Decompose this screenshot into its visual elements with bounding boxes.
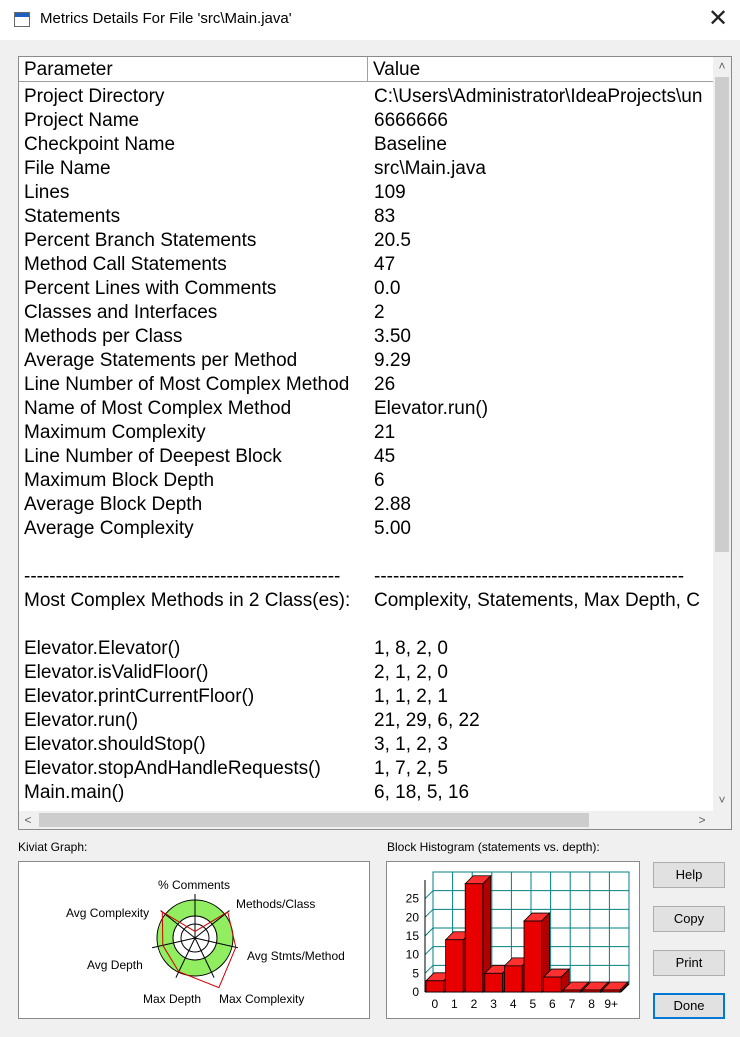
histogram-x-tick-label: 9+ bbox=[604, 997, 619, 1011]
scrollbar-corner bbox=[713, 811, 731, 829]
table-row[interactable] bbox=[19, 421, 713, 445]
window-icon bbox=[14, 12, 30, 27]
vertical-scroll-thumb[interactable] bbox=[715, 77, 729, 552]
histogram-bar bbox=[504, 966, 522, 992]
table-row[interactable] bbox=[19, 253, 713, 277]
parameter-cell: Elevator.Elevator() bbox=[24, 638, 181, 659]
parameter-cell: Method Call Statements bbox=[24, 254, 227, 275]
parameter-cell: Checkpoint Name bbox=[24, 134, 176, 155]
table-row[interactable] bbox=[19, 589, 713, 613]
table-row[interactable] bbox=[19, 685, 713, 709]
value-cell: src\Main.java bbox=[374, 158, 486, 179]
kiviat-axis-label-max-complexity: Max Complexity bbox=[219, 992, 305, 1006]
histogram-x-tick-label: 3 bbox=[490, 997, 497, 1011]
value-cell: 9.29 bbox=[374, 350, 411, 371]
metrics-list[interactable] bbox=[18, 56, 732, 830]
column-header-parameter[interactable]: Parameter bbox=[19, 57, 368, 82]
parameter-cell: Methods per Class bbox=[24, 326, 183, 347]
value-cell: 109 bbox=[374, 182, 406, 203]
histogram-x-tick-label: 2 bbox=[470, 997, 478, 1011]
vertical-scrollbar[interactable] bbox=[713, 57, 731, 811]
kiviat-graph bbox=[19, 862, 369, 1018]
histogram-x-tick-label: 0 bbox=[431, 997, 439, 1011]
histogram-bar bbox=[524, 921, 542, 992]
kiviat-axis-label-methods-class: Methods/Class bbox=[236, 897, 316, 911]
value-cell: 3, 1, 2, 3 bbox=[374, 734, 448, 755]
table-row[interactable] bbox=[19, 733, 713, 757]
histogram-bar bbox=[426, 981, 444, 992]
table-row[interactable] bbox=[19, 613, 713, 637]
parameter-cell: Elevator.printCurrentFloor() bbox=[24, 686, 255, 707]
parameter-cell: -------------------------------------------------- bbox=[24, 566, 341, 587]
histogram-y-tick-label: 5 bbox=[412, 966, 419, 981]
histogram-bar bbox=[465, 884, 483, 992]
value-cell: 2.88 bbox=[374, 494, 411, 515]
value-cell: 0.0 bbox=[374, 278, 401, 299]
table-row[interactable] bbox=[19, 205, 713, 229]
value-cell: 21, 29, 6, 22 bbox=[374, 710, 480, 731]
value-cell: C:\Users\Administrator\IdeaProjects\un bbox=[374, 86, 703, 107]
scroll-right-arrow-icon[interactable]: > bbox=[698, 813, 706, 827]
list-header bbox=[19, 57, 713, 83]
kiviat-axis-label-avg-depth: Avg Depth bbox=[87, 958, 143, 972]
scroll-down-arrow-icon[interactable]: ˅ bbox=[718, 793, 726, 807]
histogram-grid-diag bbox=[425, 909, 433, 917]
table-row[interactable] bbox=[19, 445, 713, 469]
histogram-x-tick-label: 7 bbox=[568, 997, 576, 1011]
table-row[interactable] bbox=[19, 181, 713, 205]
histogram-y-tick-label: 10 bbox=[405, 947, 419, 962]
histogram-grid-diag bbox=[425, 965, 433, 973]
parameter-cell: Most Complex Methods in 2 Class(es): bbox=[24, 590, 351, 611]
table-row[interactable] bbox=[19, 709, 713, 733]
table-row[interactable] bbox=[19, 781, 713, 805]
parameter-cell: Average Block Depth bbox=[24, 494, 203, 515]
table-row[interactable] bbox=[19, 637, 713, 661]
table-row[interactable] bbox=[19, 349, 713, 373]
value-cell: Complexity, Statements, Max Depth, C bbox=[374, 590, 700, 611]
histogram-bar bbox=[485, 973, 503, 992]
histogram-bar bbox=[602, 990, 620, 992]
table-row[interactable] bbox=[19, 397, 713, 421]
parameter-cell: Elevator.stopAndHandleRequests() bbox=[24, 758, 321, 779]
table-row[interactable] bbox=[19, 277, 713, 301]
histogram-panel bbox=[386, 861, 640, 1019]
table-row[interactable] bbox=[19, 469, 713, 493]
parameter-cell: Name of Most Complex Method bbox=[24, 398, 292, 419]
value-cell: 1, 7, 2, 5 bbox=[374, 758, 448, 779]
value-cell: 3.50 bbox=[374, 326, 411, 347]
parameter-cell: Elevator.shouldStop() bbox=[24, 734, 206, 755]
table-row[interactable] bbox=[19, 565, 713, 589]
value-cell: 6666666 bbox=[374, 110, 448, 131]
value-cell: 1, 1, 2, 1 bbox=[374, 686, 448, 707]
kiviat-axis-label-avg-stmts: Avg Stmts/Method bbox=[247, 949, 345, 963]
value-cell: 47 bbox=[374, 254, 396, 275]
table-row[interactable] bbox=[19, 325, 713, 349]
value-cell: 2, 1, 2, 0 bbox=[374, 662, 448, 683]
parameter-cell: Elevator.run() bbox=[24, 710, 139, 731]
horizontal-scrollbar[interactable] bbox=[19, 811, 713, 829]
copy-button[interactable]: Copy bbox=[653, 906, 725, 932]
histogram-y-tick-label: 20 bbox=[405, 910, 419, 925]
histogram-x-tick-label: 5 bbox=[529, 997, 537, 1011]
horizontal-scroll-thumb[interactable] bbox=[39, 813, 589, 827]
parameter-cell: Line Number of Deepest Block bbox=[24, 446, 282, 467]
table-row[interactable] bbox=[19, 493, 713, 517]
parameter-cell: Classes and Interfaces bbox=[24, 302, 218, 323]
value-cell: 45 bbox=[374, 446, 396, 467]
histogram-y-tick-label: 25 bbox=[405, 891, 419, 906]
parameter-cell: Line Number of Most Complex Method bbox=[24, 374, 350, 395]
print-button[interactable]: Print bbox=[653, 950, 725, 976]
value-cell: 2 bbox=[374, 302, 385, 323]
parameter-cell: Maximum Complexity bbox=[24, 422, 206, 443]
title-bar[interactable] bbox=[0, 0, 740, 40]
histogram-label: Block Histogram (statements vs. depth): bbox=[387, 840, 600, 854]
kiviat-axis-label-avg-complexity: Avg Complexity bbox=[66, 906, 150, 920]
value-cell: Elevator.run() bbox=[374, 398, 489, 419]
value-cell: ------------------------------------------------- bbox=[374, 566, 685, 587]
table-row[interactable] bbox=[19, 85, 713, 109]
value-cell: 5.00 bbox=[374, 518, 411, 539]
scroll-up-arrow-icon[interactable]: ˄ bbox=[718, 59, 726, 73]
value-cell: 21 bbox=[374, 422, 396, 443]
value-cell: 6 bbox=[374, 470, 385, 491]
value-cell: 83 bbox=[374, 206, 396, 227]
histogram-x-tick-label: 1 bbox=[451, 997, 458, 1011]
histogram-bar bbox=[563, 990, 581, 992]
done-button[interactable]: Done bbox=[653, 993, 725, 1019]
block-histogram bbox=[387, 862, 639, 1018]
value-cell: 1, 8, 2, 0 bbox=[374, 638, 448, 659]
table-row[interactable] bbox=[19, 157, 713, 181]
list-rows bbox=[19, 85, 713, 809]
histogram-bar bbox=[544, 977, 562, 992]
histogram-y-tick-label: 15 bbox=[405, 929, 419, 943]
column-header-value[interactable]: Value bbox=[368, 57, 713, 82]
histogram-y-tick-label: 0 bbox=[412, 985, 419, 999]
histogram-grid-diag bbox=[425, 928, 433, 936]
value-cell: Baseline bbox=[374, 134, 447, 155]
table-row[interactable] bbox=[19, 229, 713, 253]
parameter-cell: Average Statements per Method bbox=[24, 350, 298, 371]
table-row[interactable] bbox=[19, 517, 713, 541]
table-row[interactable] bbox=[19, 133, 713, 157]
value-cell: 26 bbox=[374, 374, 396, 395]
scroll-left-arrow-icon[interactable]: < bbox=[24, 813, 32, 827]
parameter-cell: Percent Lines with Comments bbox=[24, 278, 277, 299]
value-cell: 20.5 bbox=[374, 230, 411, 251]
kiviat-label: Kiviat Graph: bbox=[18, 840, 88, 854]
histogram-x-tick-label: 8 bbox=[588, 997, 595, 1011]
parameter-cell: Percent Branch Statements bbox=[24, 230, 257, 251]
kiviat-panel bbox=[18, 861, 370, 1019]
parameter-cell: Maximum Block Depth bbox=[24, 470, 215, 491]
parameter-cell: Average Complexity bbox=[24, 518, 194, 539]
parameter-cell: Elevator.isValidFloor() bbox=[24, 662, 209, 683]
help-button[interactable]: Help bbox=[653, 862, 725, 888]
parameter-cell: Statements bbox=[24, 206, 121, 227]
window-title: Metrics Details For File 'src\Main.java' bbox=[40, 10, 292, 27]
value-cell: 6, 18, 5, 16 bbox=[374, 782, 470, 803]
histogram-x-tick-label: 4 bbox=[509, 997, 517, 1011]
kiviat-axis-label-comments: % Comments bbox=[158, 878, 231, 892]
histogram-bar bbox=[446, 940, 464, 992]
histogram-bar bbox=[583, 990, 601, 992]
table-row[interactable] bbox=[19, 661, 713, 685]
table-row[interactable] bbox=[19, 541, 713, 565]
histogram-grid-diag bbox=[425, 891, 433, 899]
histogram-x-tick-label: 6 bbox=[549, 997, 556, 1011]
table-row[interactable] bbox=[19, 757, 713, 781]
table-row[interactable] bbox=[19, 301, 713, 325]
parameter-cell: Project Directory bbox=[24, 86, 165, 107]
parameter-cell: Main.main() bbox=[24, 782, 125, 803]
table-row[interactable] bbox=[19, 373, 713, 397]
table-row[interactable] bbox=[19, 109, 713, 133]
parameter-cell: File Name bbox=[24, 158, 111, 179]
kiviat-axis-label-max-depth: Max Depth bbox=[143, 992, 202, 1006]
close-button[interactable]: ✕ bbox=[707, 5, 729, 32]
histogram-grid-diag bbox=[425, 947, 433, 955]
parameter-cell: Lines bbox=[24, 182, 70, 203]
parameter-cell: Project Name bbox=[24, 110, 140, 131]
